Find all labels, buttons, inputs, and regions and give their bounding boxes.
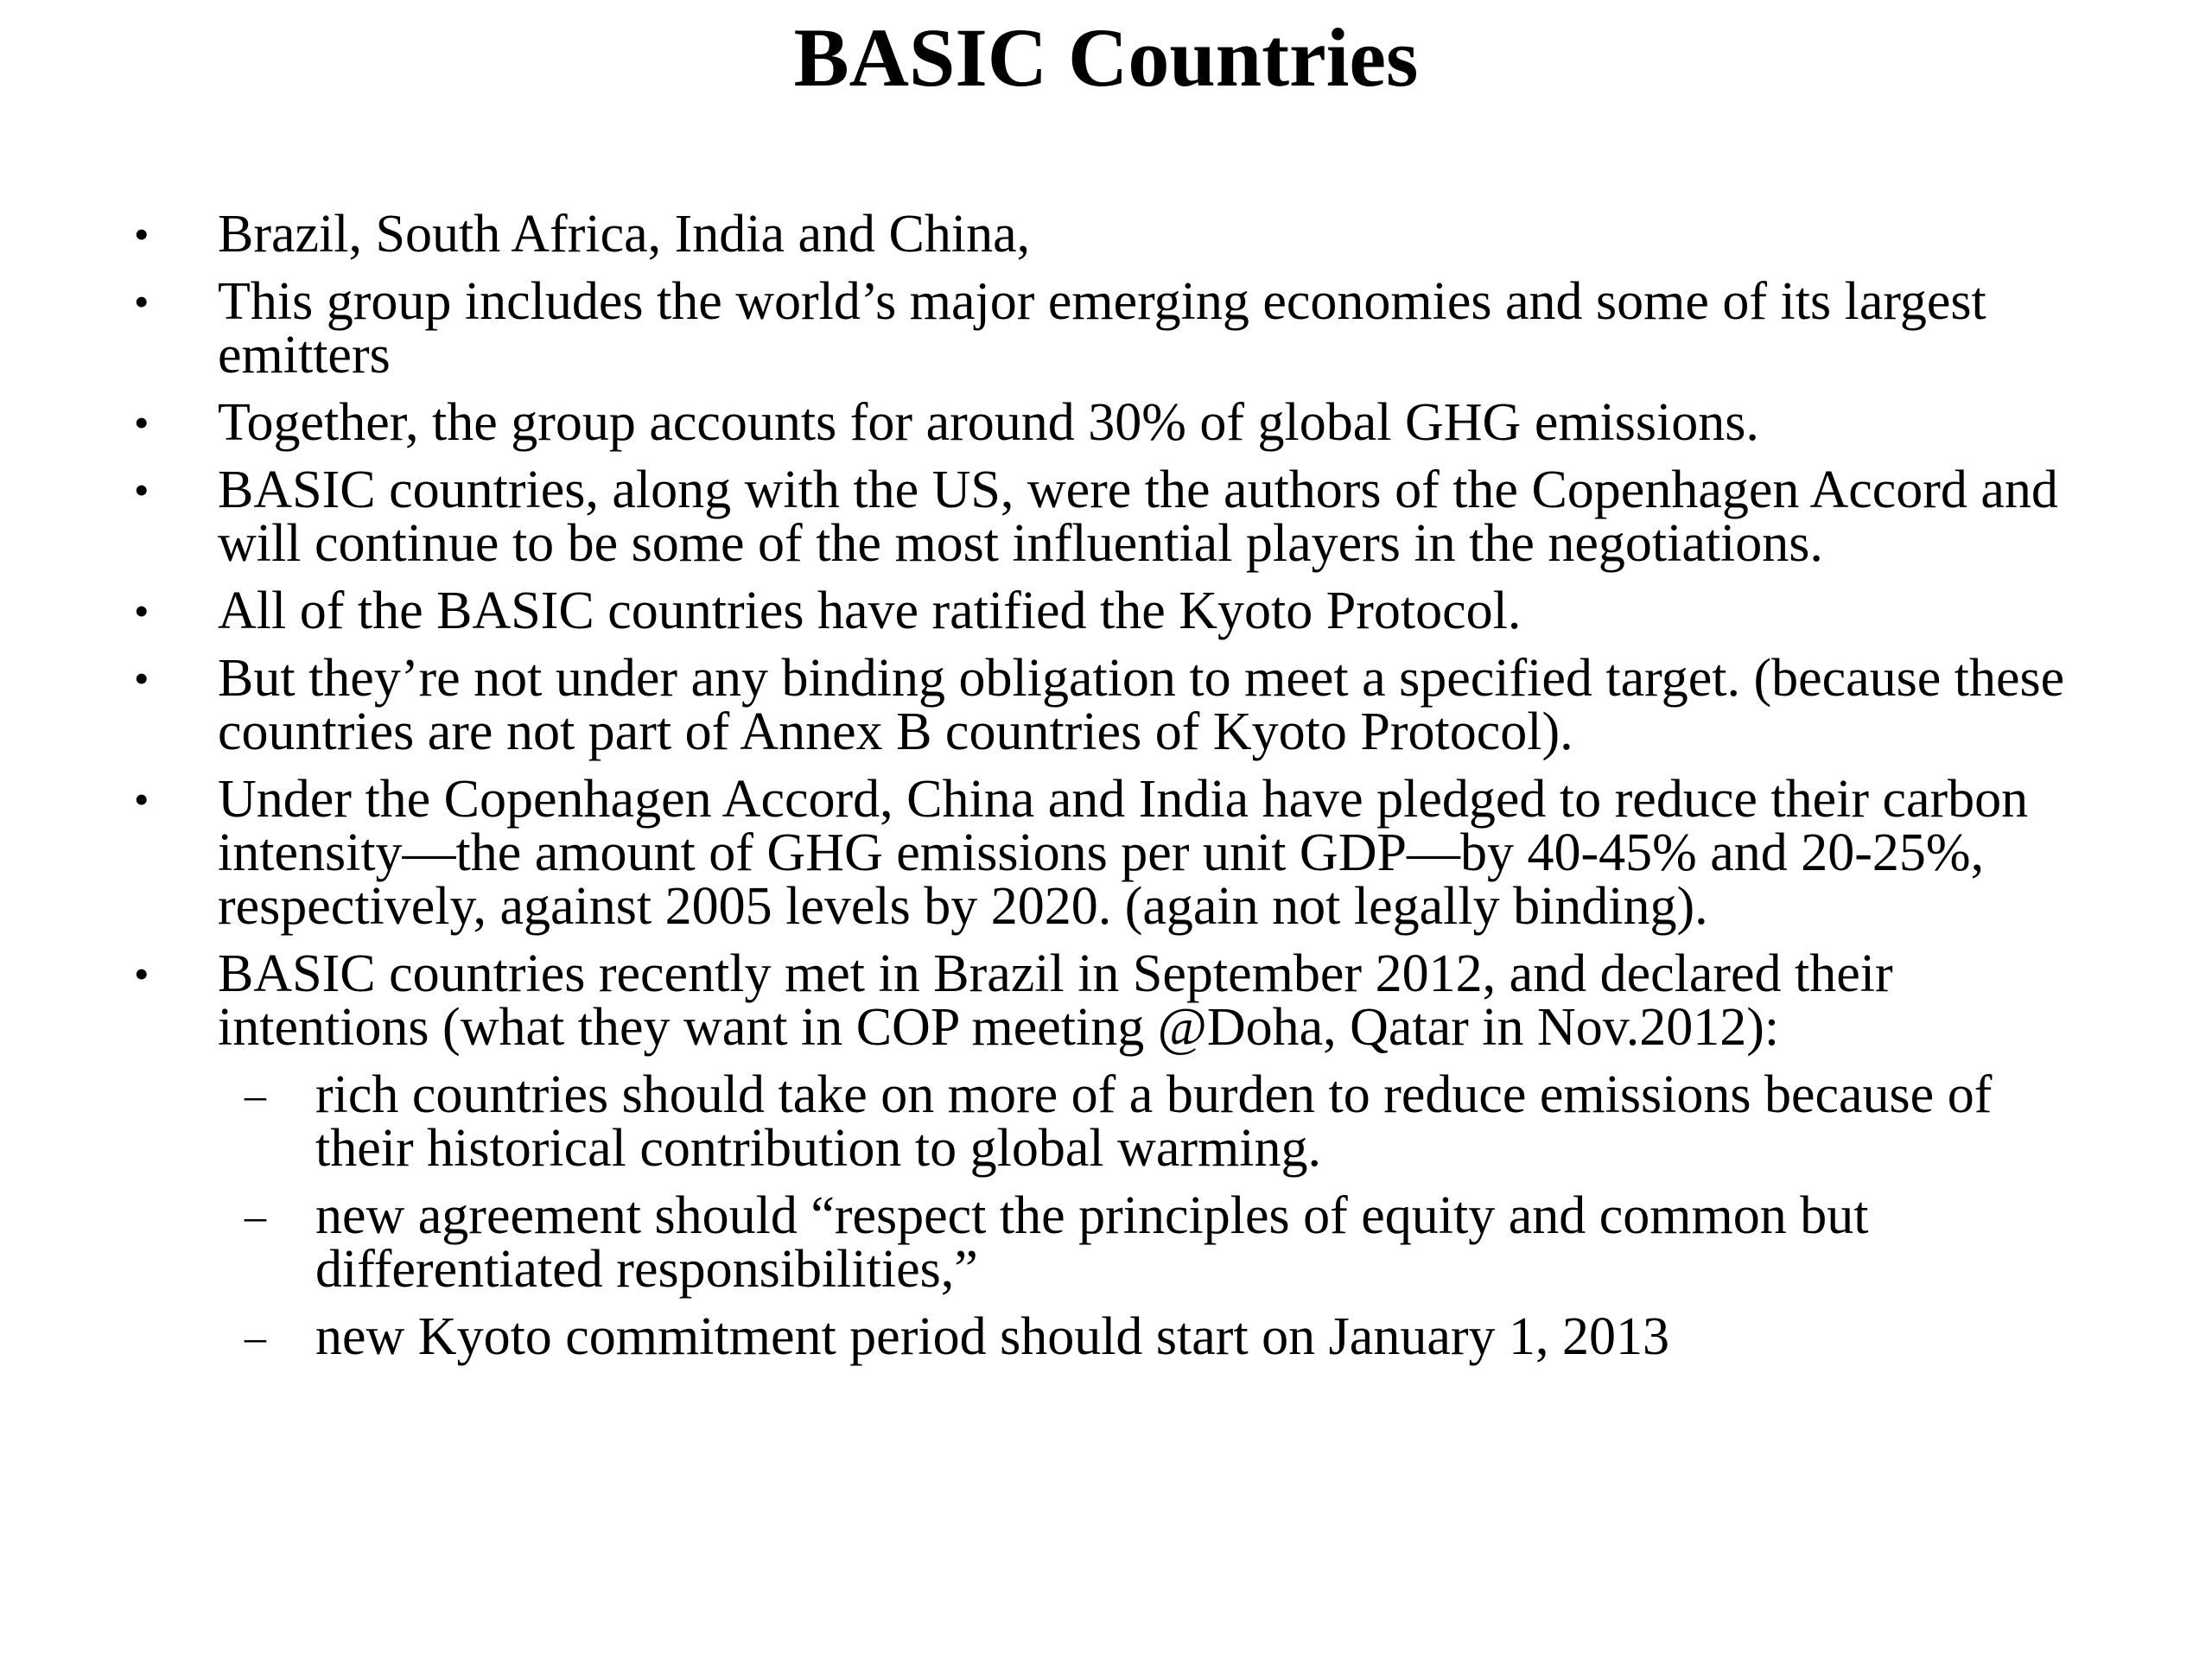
bullet-text: Under the Copenhagen Accord, China and India have pledged to reduce their carbon intensity—the amount of GHG emissions per unit GDP—by 40-45% and 20-25%, respectively, against 2005 levels by 2020. (again not legally binding). — [218, 770, 2029, 936]
bullet-marker: • — [134, 398, 149, 447]
bullet-text: BASIC countries recently met in Brazil in September 2012, and declared their intentions (what they want in COP meeting @Doha, Qatar in Nov.2012): — [218, 944, 1893, 1057]
bullet-item — [0, 944, 2212, 1366]
sub-bullet-text: new agreement should “respect the principles of equity and common but differentiated responsibilities,” — [315, 1186, 1869, 1299]
bullet-marker: • — [134, 654, 149, 702]
sub-bullet-item — [0, 1065, 2108, 1178]
bullet-text: Together, the group accounts for around 30% of global GHG emissions. — [218, 393, 1759, 452]
bullet-marker: • — [134, 587, 149, 635]
slide-title: BASIC Countries — [793, 11, 1419, 104]
bullet-item — [0, 205, 2212, 264]
bullet-item — [0, 461, 2212, 573]
bullet-text: All of the BASIC countries have ratified the Kyoto Protocol. — [218, 582, 1522, 640]
bullet-text: But they’re not under any binding obligation to meet a specified target. (because these countries are not part of Annex B countries of Kyoto Protocol). — [218, 649, 2065, 761]
sub-bullet-marker: – — [245, 1313, 266, 1361]
sub-bullet-marker: – — [245, 1192, 266, 1240]
bullet-text: This group includes the world’s major emerging economies and some of its largest emitters — [218, 272, 1986, 385]
sub-bullet-item — [0, 1307, 2108, 1366]
bullet-list — [0, 207, 2212, 1377]
bullet-text: Brazil, South Africa, India and China, — [218, 205, 1031, 264]
bullet-item — [0, 393, 2212, 452]
bullet-item — [0, 584, 2212, 638]
bullet-marker: • — [134, 210, 149, 258]
sub-bullet-text: new Kyoto commitment period should start on January 1, 2013 — [315, 1307, 1669, 1366]
bullet-marker: • — [134, 950, 149, 998]
bullet-item — [0, 770, 2212, 936]
bullet-item — [0, 272, 2212, 385]
bullet-marker: • — [134, 466, 149, 514]
bullet-text: BASIC countries, along with the US, were the authors of the Copenhagen Accord and will continue to be some of the most influential players in the negotiations. — [218, 461, 2058, 573]
bullet-marker: • — [134, 775, 149, 823]
sub-bullet-text: rich countries should take on more of a burden to reduce emissions because of their historical contribution to global warming. — [315, 1065, 1993, 1178]
sub-bullet-marker: – — [245, 1071, 266, 1119]
bullet-item — [0, 649, 2212, 761]
bullet-marker: • — [134, 277, 149, 326]
sub-bullet-item — [0, 1186, 2108, 1299]
sub-bullet-list — [218, 1065, 2108, 1366]
